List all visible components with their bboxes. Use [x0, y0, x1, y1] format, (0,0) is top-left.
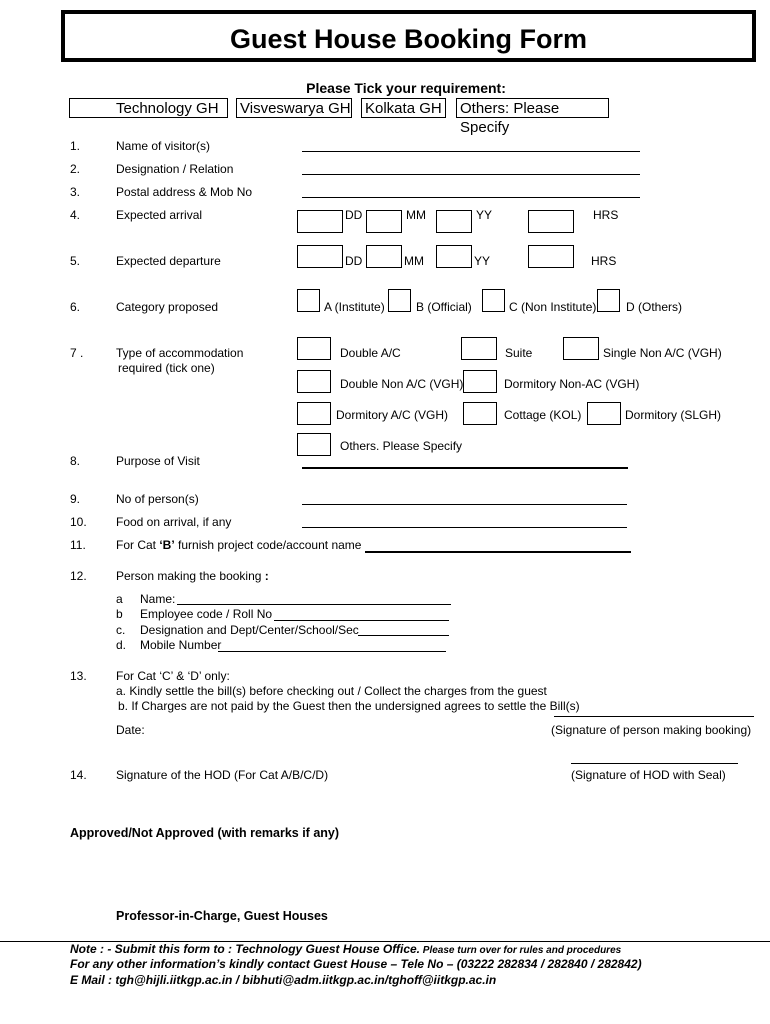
footer-note: Note : - Submit this form to : Technology Guest House Office. Please turn over for rules and procedures — [70, 942, 622, 956]
item-number: 3. — [70, 185, 81, 199]
item-number: 7 . — [70, 346, 84, 360]
category-a-label: A (Institute) — [324, 300, 385, 314]
item-number: 11. — [70, 538, 86, 552]
arrival-day-box[interactable] — [297, 210, 343, 233]
label-project-code: For Cat ‘B’ furnish project code/account name — [116, 538, 362, 552]
dd-label: DD — [345, 208, 363, 222]
booking-mobile-label: Mobile Number — [140, 638, 222, 652]
cat-cd-point-a: a. Kindly settle the bill(s) before checking out / Collect the charges from the guest — [116, 684, 547, 698]
category-c-checkbox[interactable] — [482, 289, 505, 312]
option-others-specify[interactable]: Others: Please Specify — [456, 98, 609, 118]
cat-cd-heading: For Cat ‘C’ & ‘D’ only: — [116, 669, 230, 683]
item-number: 10. — [70, 515, 87, 529]
booking-b-key: b — [116, 607, 123, 621]
double-non-ac-checkbox[interactable] — [297, 370, 331, 393]
booking-c-key: c. — [116, 623, 126, 637]
item-number: 2. — [70, 162, 81, 176]
others-checkbox[interactable] — [297, 433, 331, 456]
visitor-name-field[interactable] — [302, 151, 640, 152]
dorm-ac-checkbox[interactable] — [297, 402, 331, 425]
hod-signature-label: (Signature of HOD with Seal) — [571, 768, 726, 782]
category-a-checkbox[interactable] — [297, 289, 320, 312]
label-hod-signature: Signature of the HOD (For Cat A/B/C/D) — [116, 768, 329, 782]
label-postal-address: Postal address & Mob No — [116, 185, 253, 199]
label-category: Category proposed — [116, 300, 219, 314]
dorm-ac-label: Dormitory A/C (VGH) — [336, 408, 449, 422]
category-b-label: B (Official) — [416, 300, 472, 314]
booking-signature-line[interactable] — [554, 716, 754, 717]
category-d-label: D (Others) — [626, 300, 683, 314]
booking-d-key: d. — [116, 638, 127, 652]
single-non-ac-checkbox[interactable] — [563, 337, 599, 360]
label-booking-person: Person making the booking : — [116, 569, 269, 583]
item-number: 4. — [70, 208, 81, 222]
mm-label: MM — [406, 208, 426, 222]
booking-signature-label: (Signature of person making booking) — [551, 723, 752, 737]
hrs-label: HRS — [591, 254, 617, 268]
dorm-non-ac-checkbox[interactable] — [463, 370, 497, 393]
option-technology-gh[interactable]: Technology GH — [69, 98, 228, 118]
others-label: Others. Please Specify — [340, 439, 463, 453]
yy-label: YY — [474, 254, 491, 268]
cat-cd-point-b: b. If Charges are not paid by the Guest then the undersigned agrees to settle the Bill(s) — [118, 699, 580, 713]
departure-year-box[interactable] — [436, 245, 472, 268]
page-title: Guest House Booking Form — [229, 24, 588, 54]
hrs-label: HRS — [593, 208, 619, 222]
option-kolkata-gh[interactable]: Kolkata GH — [361, 98, 446, 118]
cottage-label: Cottage (KOL) — [504, 408, 582, 422]
item-number: 12. — [70, 569, 87, 583]
item-number: 1. — [70, 139, 81, 153]
booking-designation-field[interactable] — [358, 635, 449, 636]
single-non-ac-label: Single Non A/C (VGH) — [603, 346, 722, 360]
arrival-hours-box[interactable] — [528, 210, 574, 233]
professor-in-charge: Professor-in-Charge, Guest Houses — [116, 909, 328, 923]
booking-emp-code-label: Employee code / Roll No — [140, 607, 273, 621]
label-food-arrival: Food on arrival, if any — [116, 515, 232, 529]
item-number: 14. — [70, 768, 87, 782]
item-number: 9. — [70, 492, 81, 506]
dorm-slgh-checkbox[interactable] — [587, 402, 621, 425]
option-visveswarya-gh[interactable]: Visveswarya GH — [236, 98, 352, 118]
booking-designation-label: Designation and Dept/Center/School/Sec — [140, 623, 359, 637]
item-number: 8. — [70, 454, 81, 468]
label-expected-arrival: Expected arrival — [116, 208, 203, 222]
booking-a-key: a — [116, 592, 123, 606]
category-d-checkbox[interactable] — [597, 289, 620, 312]
booking-emp-code-field[interactable] — [274, 620, 449, 621]
label-visitor-name: Name of visitor(s) — [116, 139, 211, 153]
booking-name-label: Name: — [140, 592, 176, 606]
departure-day-box[interactable] — [297, 245, 343, 268]
label-expected-departure: Expected departure — [116, 254, 221, 268]
item-number: 13. — [70, 669, 87, 683]
mm-label: MM — [404, 254, 424, 268]
label-accommodation-note: required (tick one) — [118, 361, 215, 375]
yy-label: YY — [476, 208, 493, 222]
label-accommodation: Type of accommodation — [116, 346, 244, 360]
departure-hours-box[interactable] — [528, 245, 574, 268]
arrival-year-box[interactable] — [436, 210, 472, 233]
double-ac-checkbox[interactable] — [297, 337, 331, 360]
dd-label: DD — [345, 254, 363, 268]
category-c-label: C (Non Institute) — [509, 300, 597, 314]
suite-checkbox[interactable] — [461, 337, 497, 360]
category-b-checkbox[interactable] — [388, 289, 411, 312]
project-code-field[interactable] — [365, 551, 631, 553]
cottage-checkbox[interactable] — [463, 402, 497, 425]
approval-heading: Approved/Not Approved (with remarks if any) — [70, 826, 340, 840]
hod-signature-line[interactable] — [571, 763, 738, 764]
food-arrival-field[interactable] — [302, 527, 627, 528]
footer-contact: For any other information’s kindly contact Guest House – Tele No – (03222 282834 / 282840 / 282842) — [70, 957, 642, 971]
suite-label: Suite — [505, 346, 533, 360]
item-number: 5. — [70, 254, 81, 268]
double-non-ac-label: Double Non A/C (VGH) — [340, 377, 464, 391]
item-number: 6. — [70, 300, 81, 314]
dorm-non-ac-label: Dormitory Non-AC (VGH) — [504, 377, 640, 391]
arrival-month-box[interactable] — [366, 210, 402, 233]
date-label: Date: — [116, 723, 145, 737]
postal-address-field[interactable] — [302, 197, 640, 198]
label-designation: Designation / Relation — [116, 162, 234, 176]
designation-field[interactable] — [302, 174, 640, 175]
double-ac-label: Double A/C — [340, 346, 401, 360]
num-persons-field[interactable] — [302, 504, 627, 505]
label-purpose: Purpose of Visit — [116, 454, 200, 468]
purpose-field[interactable] — [302, 467, 628, 469]
booking-name-field[interactable] — [177, 604, 451, 605]
footer-email: E Mail : tgh@hijli.iitkgp.ac.in / bibhuti@adm.iitkgp.ac.in/tghoff@iitkgp.ac.in — [70, 973, 497, 987]
requirement-heading: Please Tick your requirement: — [306, 80, 506, 96]
dorm-slgh-label: Dormitory (SLGH) — [625, 408, 722, 422]
departure-month-box[interactable] — [366, 245, 402, 268]
label-num-persons: No of person(s) — [116, 492, 199, 506]
booking-mobile-field[interactable] — [218, 651, 446, 652]
